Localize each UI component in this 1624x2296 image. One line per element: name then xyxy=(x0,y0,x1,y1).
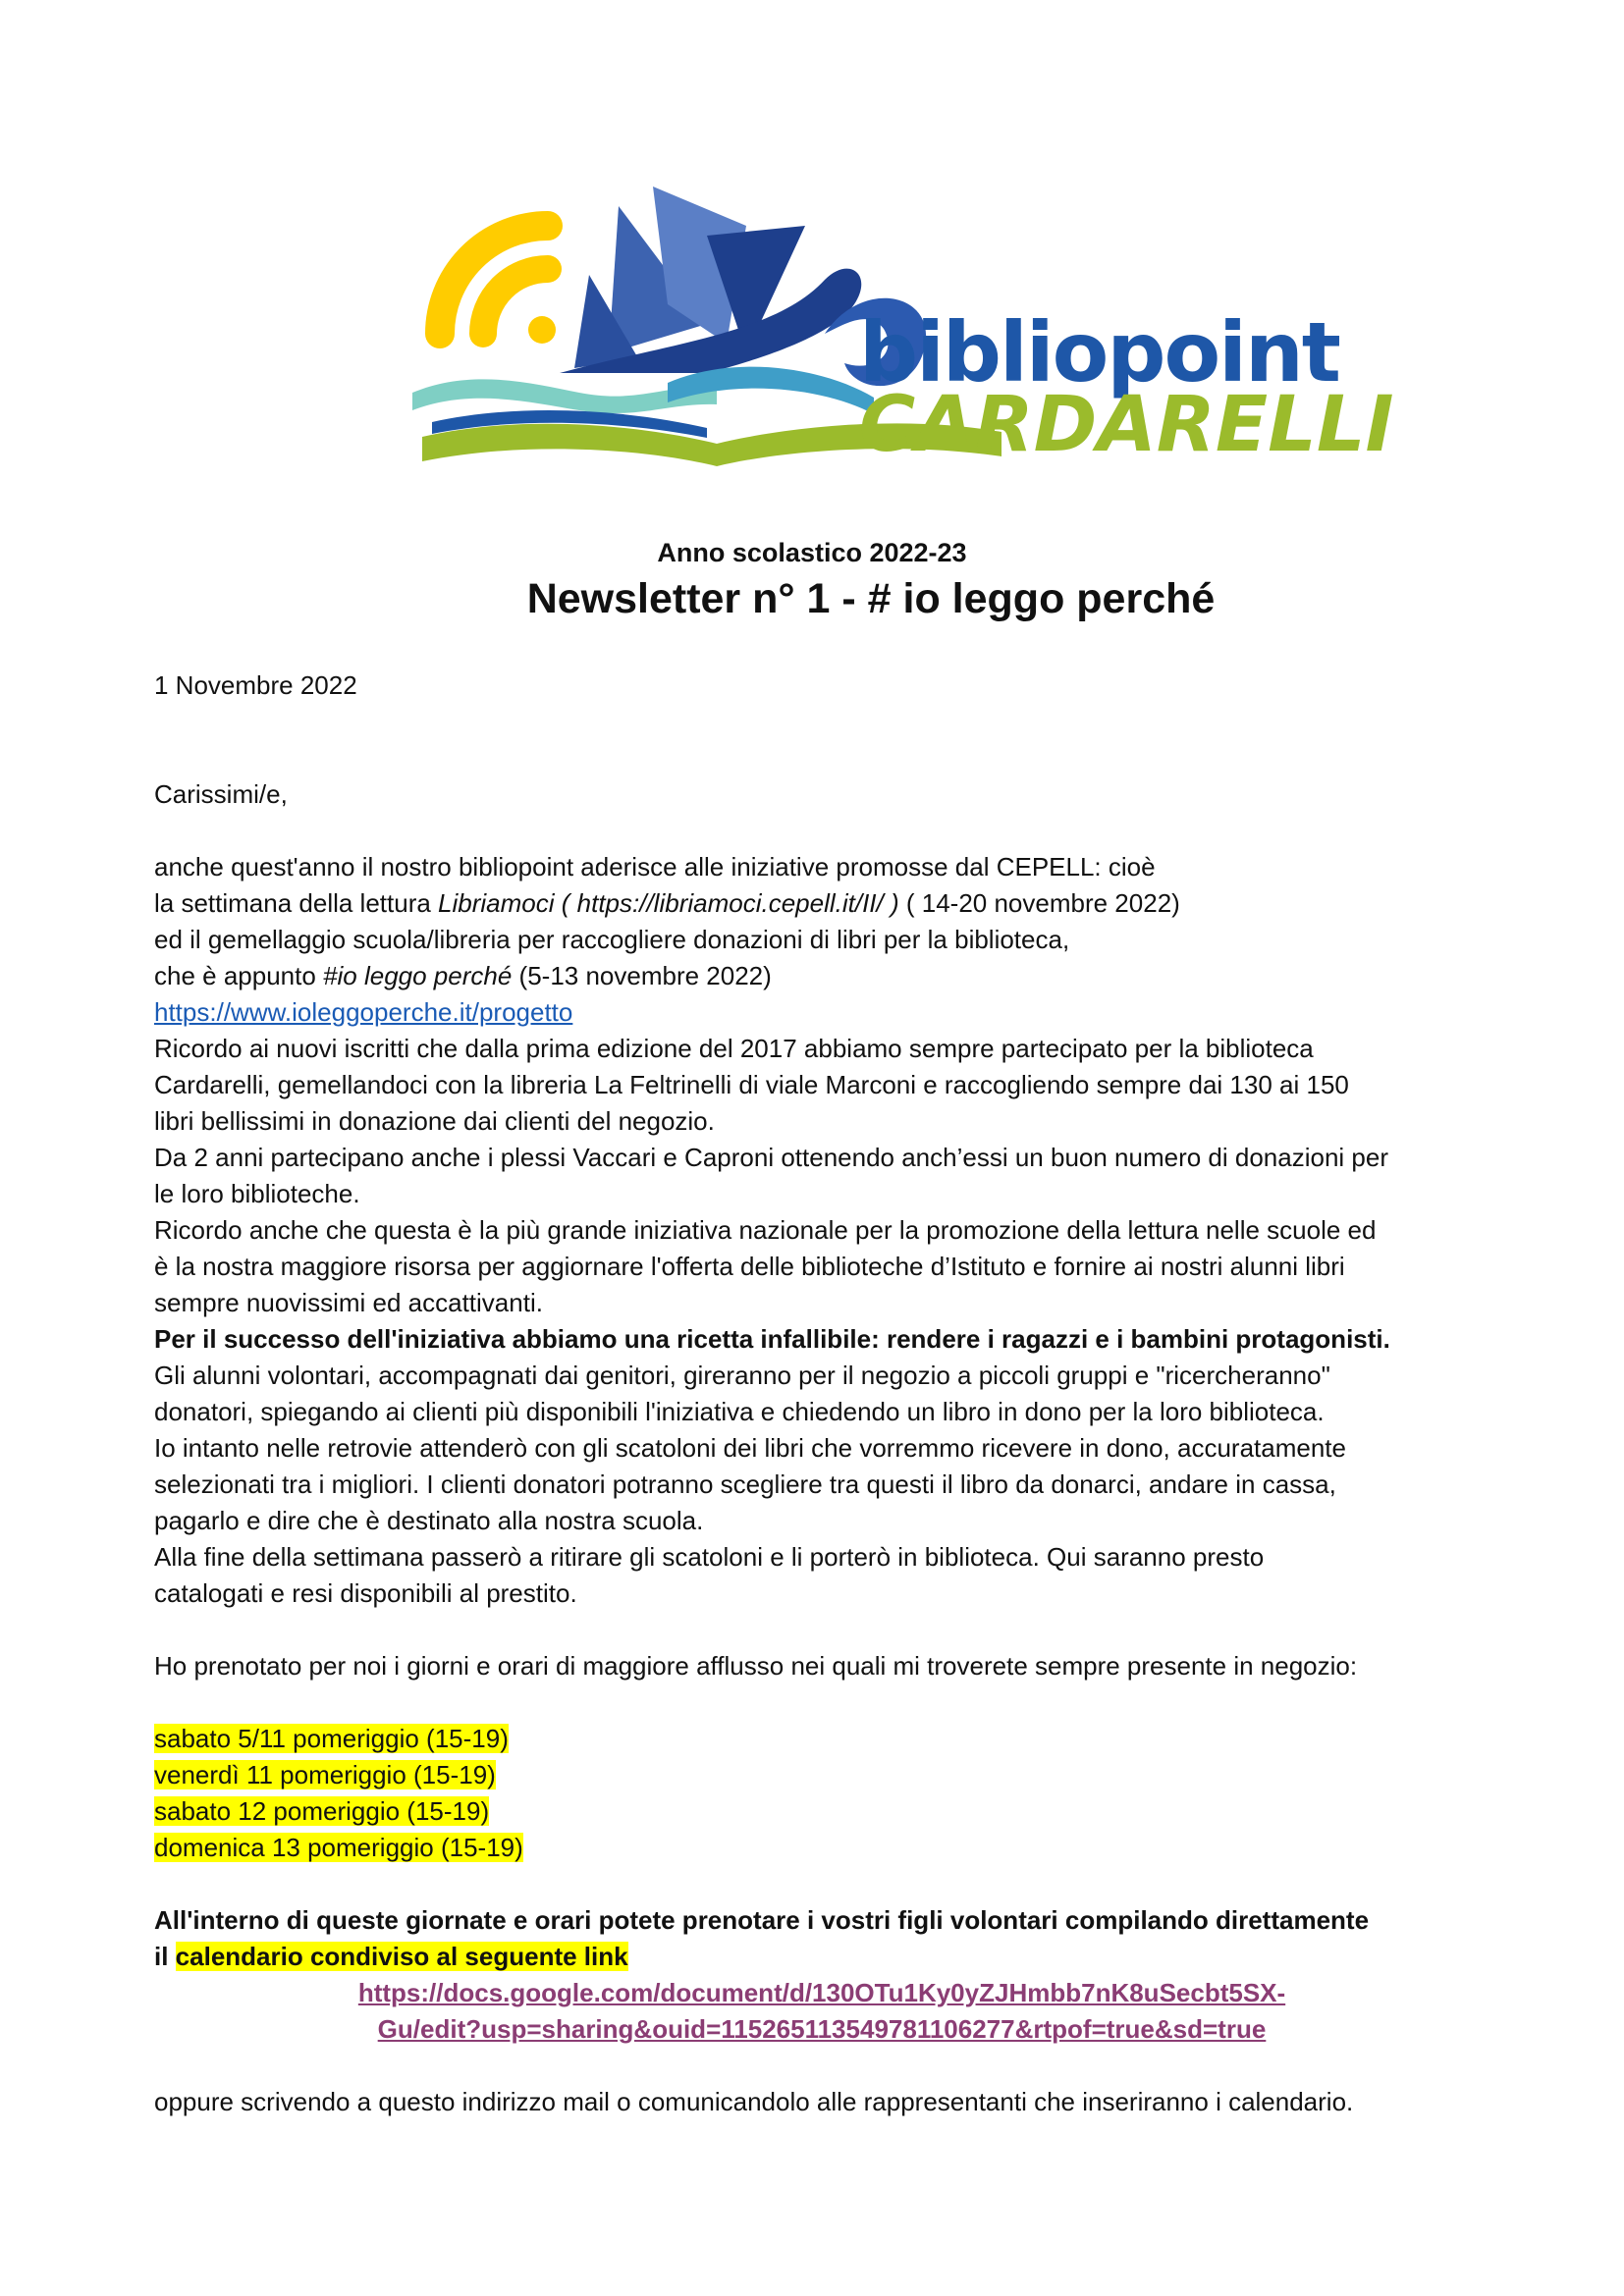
paragraph-line: le loro biblioteche. xyxy=(154,1179,360,1208)
closing-line: All'interno di queste giornate e orari potete prenotare i vostri figli volontari compilando direttamente xyxy=(154,1905,1370,1935)
text: il xyxy=(154,1942,176,1971)
paragraph-line: catalogati e resi disponibili al prestito. xyxy=(154,1578,577,1608)
paragraph-line xyxy=(154,958,1489,994)
booking-intro: Ho prenotato per noi i giorni e orari di maggiore afflusso nei quali mi troverete sempre presente in negozio: xyxy=(154,1651,1358,1681)
paragraph-line: selezionati tra i migliori. I clienti donatori potranno scegliere tra questi il libro da donarci, andare in cassa, xyxy=(154,1469,1336,1499)
calendar-highlight: calendario condiviso al seguente link xyxy=(175,1942,628,1971)
calendar-link-line xyxy=(154,2011,1489,2048)
ioleggo-italic: #io leggo perché xyxy=(323,961,513,990)
schedule-text: venerdì 11 pomeriggio (15-19) xyxy=(154,1760,496,1789)
text: (5-13 novembre 2022) xyxy=(512,961,772,990)
schedule-item xyxy=(154,1793,1489,1830)
libriamoci-italic: Libriamoci ( https://libriamoci.cepell.it/II/ ) xyxy=(438,888,899,918)
paragraph-line xyxy=(154,994,1489,1031)
schedule-text: domenica 13 pomeriggio (15-19) xyxy=(154,1833,523,1862)
ioleggoperche-link[interactable]: https://www.ioleggoperche.it/progetto xyxy=(154,997,573,1027)
paragraph-line: Io intanto nelle retrovie attenderò con gli scatoloni dei libri che vorremmo ricevere in dono, accuratamente xyxy=(154,1433,1346,1463)
greeting: Carissimi/e, xyxy=(154,779,288,809)
paragraph-line: libri bellissimi in donazione dai clienti del negozio. xyxy=(154,1106,715,1136)
paragraph-line xyxy=(154,885,1489,922)
schedule-text: sabato 5/11 pomeriggio (15-19) xyxy=(154,1724,509,1753)
calendar-link-line xyxy=(154,1975,1489,2011)
paragraph-line: pagarlo e dire che è destinato alla nostra scuola. xyxy=(154,1506,704,1535)
paragraph-line: è la nostra maggiore risorsa per aggiornare l'offerta delle biblioteche d’Istituto e fornire ai nostri alunni libri xyxy=(154,1252,1345,1281)
paragraph-line: sempre nuovissimi ed accattivanti. xyxy=(154,1288,543,1317)
schedule-item xyxy=(154,1721,1489,1757)
text: la settimana della lettura xyxy=(154,888,439,918)
highlight-statement: Per il successo dell'iniziativa abbiamo una ricetta infallibile: rendere i ragazzi e i bambini protagonisti. xyxy=(154,1324,1390,1354)
newsletter-body xyxy=(154,667,1489,2120)
paragraph-line: donatori, spiegando ai clienti più disponibili l'iniziativa e chiedendo un libro in dono per la loro biblioteca. xyxy=(154,1397,1325,1426)
paragraph-line: ed il gemellaggio scuola/libreria per raccogliere donazioni di libri per la biblioteca, xyxy=(154,925,1070,954)
logo-text-cardarelli: CARDARELLI xyxy=(859,381,1394,469)
final-line: oppure scrivendo a questo indirizzo mail o comunicandolo alle rappresentanti che inseriranno i calendario. xyxy=(154,2087,1354,2116)
calendar-link-continued[interactable]: Gu/edit?usp=sharing&ouid=115265113549781106277&rtpof=true&sd=true xyxy=(377,2014,1267,2044)
paragraph-line: Ricordo ai nuovi iscritti che dalla prima edizione del 2017 abbiamo sempre partecipato per la biblioteca xyxy=(154,1034,1314,1063)
paragraph-line: Cardarelli, gemellandoci con la libreria La Feltrinelli di viale Marconi e raccogliendo sempre dai 130 ai 150 xyxy=(154,1070,1349,1099)
calendar-link[interactable]: https://docs.google.com/document/d/130OTu1Ky0yZJHmbb7nK8uSecbt5SX- xyxy=(357,1978,1286,2007)
paragraph-line: Ricordo anche che questa è la più grande iniziativa nazionale per la promozione della lettura nelle scuole ed xyxy=(154,1215,1377,1245)
logo-text-bibliopoint: bibliopoint xyxy=(859,304,1339,400)
schedule-item xyxy=(154,1830,1489,1866)
schedule-text: sabato 12 pomeriggio (15-19) xyxy=(154,1796,490,1826)
text: che è appunto xyxy=(154,961,324,990)
paragraph-line: Alla fine della settimana passerò a ritirare gli scatoloni e li porterò in biblioteca. Qui saranno presto xyxy=(154,1542,1265,1572)
wifi-icon xyxy=(440,226,556,344)
paragraph-line: Gli alunni volontari, accompagnati dai genitori, gireranno per il negozio a piccoli gruppi e "ricercheranno" xyxy=(154,1361,1330,1390)
bibliopoint-logo xyxy=(412,187,1394,471)
school-year: Anno scolastico 2022-23 xyxy=(657,538,967,567)
paragraph-line: anche quest'anno il nostro bibliopoint aderisce alle iniziative promosse dal CEPELL: cioè xyxy=(154,852,1156,881)
date: 1 Novembre 2022 xyxy=(154,670,357,700)
schedule-item xyxy=(154,1757,1489,1793)
paragraph-line: Da 2 anni partecipano anche i plessi Vaccari e Caproni ottenendo anch’essi un buon numero di donazioni per xyxy=(154,1143,1389,1172)
newsletter-title: Newsletter n° 1 - # io leggo perché xyxy=(526,575,1216,622)
text: ( 14-20 novembre 2022) xyxy=(898,888,1180,918)
closing-line xyxy=(154,1939,1489,1975)
